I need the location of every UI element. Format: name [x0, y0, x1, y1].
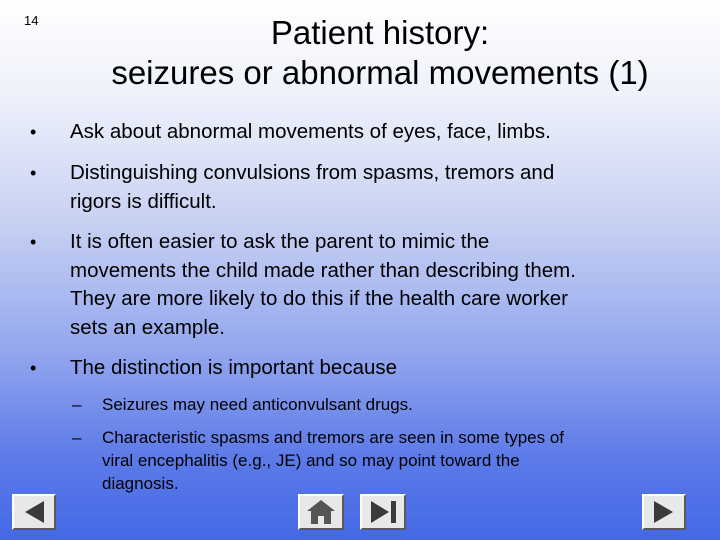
dash-symbol: –	[72, 428, 82, 447]
sub-bullet-line: Characteristic spasms and tremors are seen in some types of	[102, 428, 565, 447]
bullet-item	[30, 118, 700, 147]
sub-bullet-line: diagnosis.	[102, 474, 179, 493]
bullet-line: The distinction is important because	[70, 356, 398, 379]
bullet-line: They are more likely to do this if the health care worker	[70, 287, 568, 310]
bullet-item	[30, 228, 700, 342]
bullet-symbol: •	[30, 163, 37, 183]
bullet-line: sets an example.	[70, 315, 225, 339]
bullet-symbol: •	[30, 122, 37, 142]
title-line-2: seizures or abnormal movements (1)	[111, 54, 649, 91]
bullet-line: Ask about abnormal movements of eyes, face, limbs.	[70, 120, 551, 143]
sub-bullet-line: Seizures may need anticonvulsant drugs.	[102, 395, 413, 414]
bullet-item	[30, 159, 700, 216]
bullet-line: Distinguishing convulsions from spasms, tremors and	[70, 161, 555, 184]
sub-bullet-item	[72, 393, 662, 416]
home-icon	[300, 496, 342, 528]
slide-title	[40, 13, 720, 93]
dash-symbol: –	[72, 395, 82, 414]
previous-button[interactable]	[12, 494, 56, 530]
end-button[interactable]	[360, 494, 406, 530]
bullet-symbol: •	[30, 358, 37, 378]
bullet-line: rigors is difficult.	[70, 189, 217, 213]
next-button[interactable]	[642, 494, 686, 530]
sub-bullet-line: viral encephalitis (e.g., JE) and so may point toward the	[102, 451, 520, 470]
previous-icon	[14, 496, 54, 528]
bullet-line: movements the child made rather than describing them.	[70, 258, 576, 282]
bullet-item	[30, 354, 700, 383]
title-line-1: Patient history:	[270, 14, 490, 51]
end-icon	[362, 496, 404, 528]
bullet-symbol: •	[30, 232, 37, 252]
page-number: 14	[24, 13, 39, 28]
sub-bullet-item	[72, 426, 662, 495]
home-button[interactable]	[298, 494, 344, 530]
bullet-line: It is often easier to ask the parent to mimic the	[70, 230, 490, 253]
next-icon	[644, 496, 684, 528]
